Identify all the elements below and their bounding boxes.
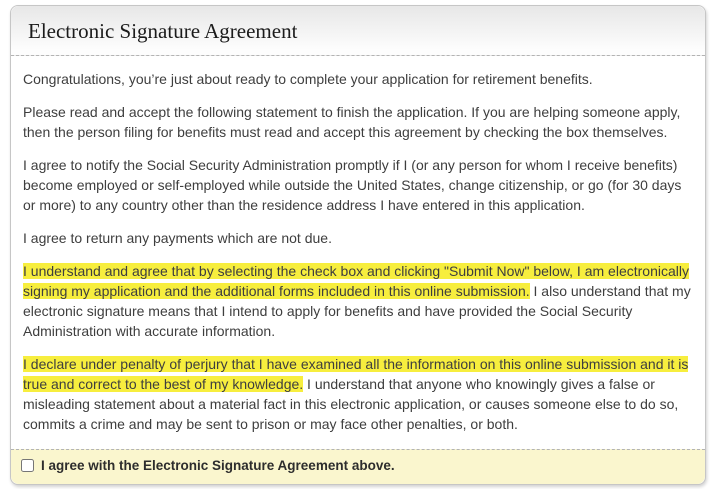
agreement-paragraph bbox=[23, 102, 693, 142]
agreement-paragraph bbox=[23, 354, 693, 434]
paragraph-text: I agree to return any payments which are not due. bbox=[23, 230, 332, 246]
agree-checkbox[interactable] bbox=[21, 459, 34, 472]
paragraph-text: I understand that anyone who knowingly gives a false or misleading statement about a material fact in this electronic application, or causes someone else to do so, commits a crime and may be sent to prison or may face other penalties, or both. bbox=[23, 376, 679, 432]
paragraph-text: Please read and accept the following statement to finish the application. If you are helping someone apply, then the person filing for benefits must read and accept this agreement by checking the box themselves. bbox=[23, 104, 681, 140]
agreement-paragraph bbox=[23, 228, 693, 248]
agree-row[interactable] bbox=[21, 458, 693, 473]
paragraph-text: Congratulations, you’re just about ready to complete your application for retirement benefits. bbox=[23, 71, 593, 87]
paragraph-text: I also understand that my electronic signature means that I intend to apply for benefits and have provided the Social Security Administration with accurate information. bbox=[23, 283, 691, 339]
agree-checkbox-label[interactable]: I agree with the Electronic Signature Agreement above. bbox=[41, 458, 395, 473]
electronic-signature-agreement-panel bbox=[10, 5, 706, 485]
agreement-footer bbox=[11, 449, 705, 484]
highlighted-text: I declare under penalty of perjury that I have examined all the information on this online submission and it is true and correct to the best of my knowledge. bbox=[23, 356, 689, 392]
agreement-paragraphs bbox=[11, 56, 705, 449]
panel-header bbox=[11, 6, 705, 56]
highlighted-text: I understand and agree that by selecting the check box and clicking "Submit Now" below, I am electronically signing my application and the additional forms included in this online submission. bbox=[23, 263, 689, 299]
agreement-paragraph bbox=[23, 261, 693, 341]
agreement-paragraph bbox=[23, 69, 693, 89]
paragraph-text: I agree to notify the Social Security Administration promptly if I (or any person for whom I receive benefits) become employed or self-employed while outside the United States, change citizenship, or go (for 30 days or more) to any country other than the residence address I have entered in this application. bbox=[23, 157, 682, 213]
page-title: Electronic Signature Agreement bbox=[28, 19, 298, 43]
agreement-paragraph bbox=[23, 155, 693, 215]
